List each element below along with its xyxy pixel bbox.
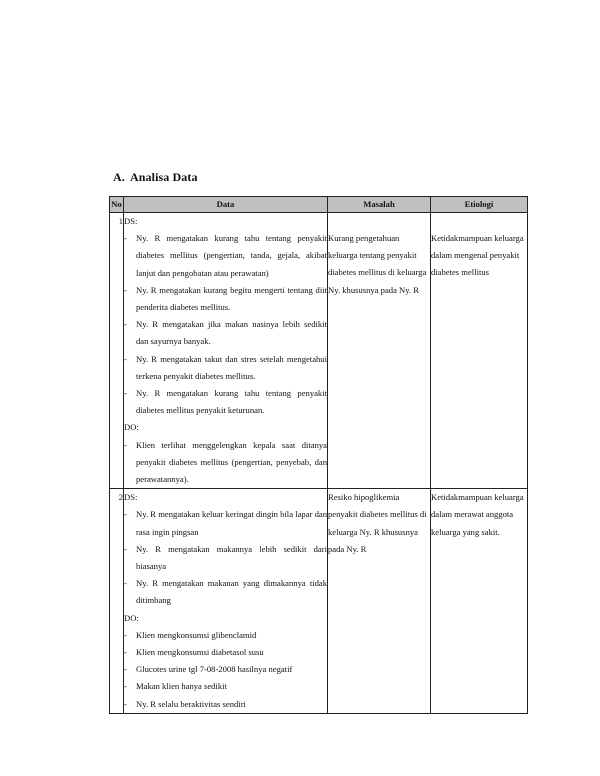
list-item: - Klien mengkonsumsi glibenclamid <box>124 627 327 644</box>
list-item: - Makan klien hanya sedikit <box>124 678 327 695</box>
list-item: - Ny. R mengatakan makannya lebih sedikit dari biasanya <box>124 541 327 575</box>
do-label: DO: <box>124 422 139 433</box>
header-no: No <box>110 197 124 213</box>
masalah-text: Resiko hipoglikemia penyakit diabetes mellitus di keluarga Ny. R khususnya pada Ny. R <box>328 492 427 554</box>
list-item: - Ny. R mengatakan takut dan stres setelah mengetahui terkena penyakit diabetes mellitus. <box>124 351 327 385</box>
do-list <box>124 437 327 489</box>
list-item: - Klien terlihat menggelengkan kepala saat ditanya penyakit diabetes mellitus (pengertian, penyebab, dan perawatannya). <box>124 437 327 489</box>
masalah-text: Kurang pengetahuan keluarga tentang penyakit diabetes mellitus di keluarga Ny. khususnya pada Ny. R <box>328 233 427 295</box>
table-row <box>110 489 528 714</box>
table-row <box>110 213 528 489</box>
do-label: DO: <box>124 612 139 623</box>
list-item: - Ny. R mengatakan kurang tahu tentang penyakit diabetes mellitus penyakit keturunan. <box>124 385 327 419</box>
ds-list <box>124 230 327 419</box>
masalah-cell <box>328 489 431 714</box>
etiologi-cell <box>431 489 528 714</box>
ds-label: DS: <box>124 492 138 503</box>
table-header-row <box>110 197 528 213</box>
list-item: - Ny. R mengatakan makanan yang dimakannya tidak ditimbang <box>124 575 327 609</box>
masalah-cell <box>328 213 431 489</box>
list-item: - Klien mengkonsumsi diabetasol susu <box>124 644 327 661</box>
list-item: - Ny. R mengatakan jika makan nasinya lebih sedikit dan sayurnya banyak. <box>124 316 327 350</box>
section-title: Analisa Data <box>130 170 198 184</box>
etiologi-text: Ketidakmampuan keluarga dalam merawat anggota keluarga yang sakit. <box>431 492 524 537</box>
etiologi-text: Ketidakmampuan keluarga dalam mengenal penyakit diabetes mellitus <box>431 233 524 278</box>
ds-label: DS: <box>124 216 138 226</box>
data-cell <box>124 489 328 714</box>
list-item: - Ny. R mengatakan kurang tahu tentang penyakit diabetes mellitus (pengertian, tanda, gejala, akibat lanjut dan pengobatan atau perawatan) <box>124 230 327 282</box>
header-masalah: Masalah <box>328 197 431 213</box>
list-item: - Ny. R selalu beraktivitas sendiri <box>124 696 327 713</box>
etiologi-cell <box>431 213 528 489</box>
header-data: Data <box>124 197 328 213</box>
row-number: 1 <box>110 213 124 489</box>
do-list <box>124 627 327 713</box>
list-item: - Ny. R mengatakan kurang begitu mengerti tentang diit penderita diabetes mellitus. <box>124 282 327 316</box>
row-number: 2 <box>110 489 124 714</box>
analisa-data-table <box>109 196 528 714</box>
ds-list <box>124 506 327 609</box>
header-etiologi: Etiologi <box>431 197 528 213</box>
section-heading <box>113 170 198 185</box>
section-letter: A. <box>113 170 125 184</box>
data-cell <box>124 213 328 489</box>
list-item: - Glucotes urine tgl 7-08-2008 hasilnya negatif <box>124 661 327 678</box>
list-item: - Ny. R mengatakan keluar keringat dingin bila lapar dan rasa ingin pingsan <box>124 506 327 540</box>
